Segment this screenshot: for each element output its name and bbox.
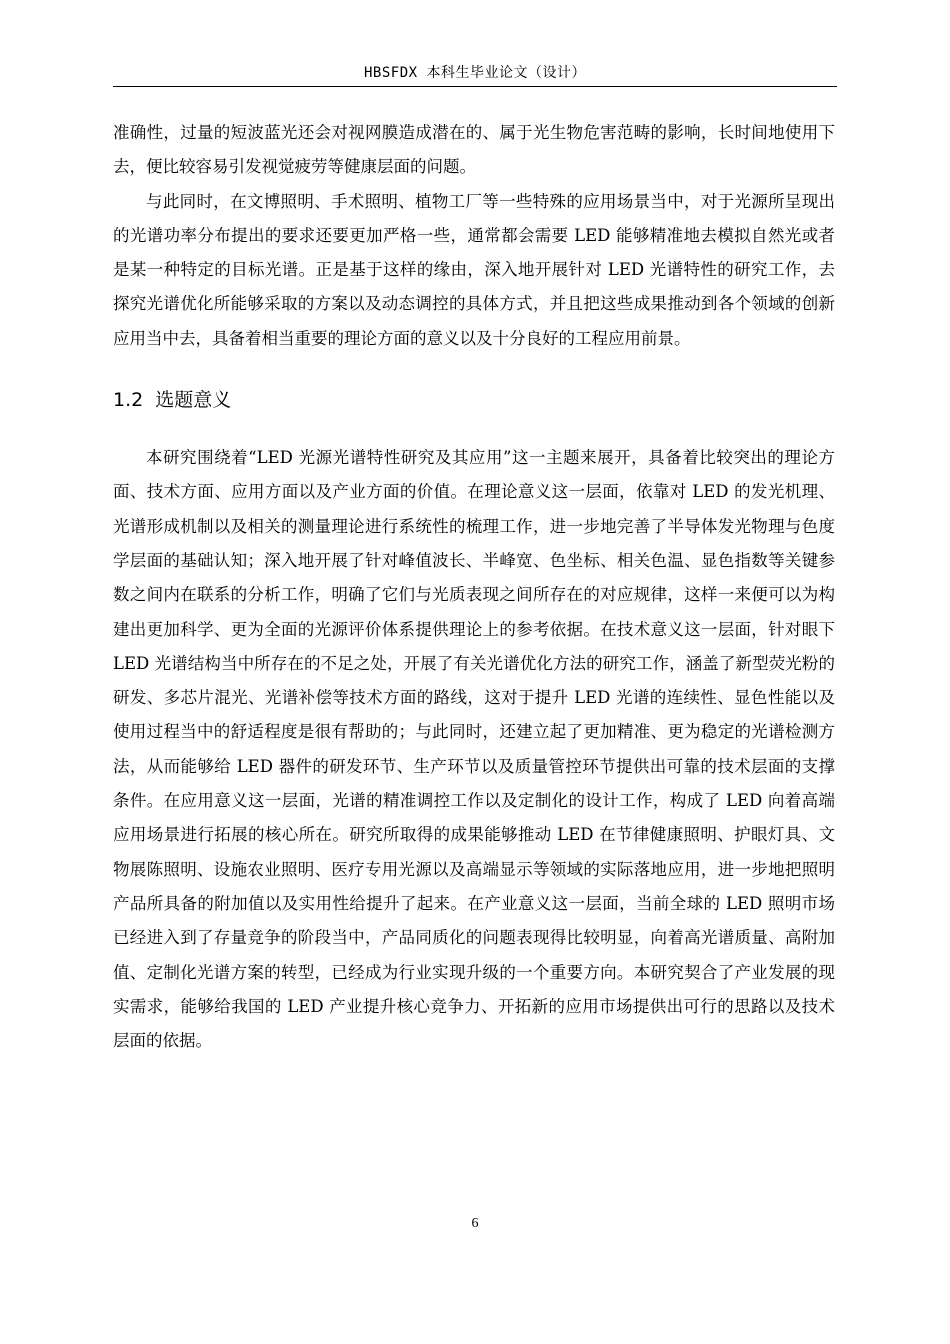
header-rule — [113, 86, 837, 87]
section-number: 1.2 — [113, 389, 144, 412]
paragraph-continued: 准确性，过量的短波蓝光还会对视网膜造成潜在的、属于光生物危害范畴的影响，长时间地使用下去，便比较容易引发视觉疲劳等健康层面的问题。 — [113, 123, 835, 177]
section-title: 选题意义 — [155, 389, 232, 412]
paragraph-special-applications: 与此同时，在文博照明、手术照明、植物工厂等一些特殊的应用场景当中，对于光源所呈现出的光谱功率分布提出的要求还要更加严格一些，通常都会需要 LED 能够精准地去模拟自然光或者是某一种特定的目标光谱。正是基于这样的缘由，深入地开展针对 LED 光谱特性的研究工作，去探究光谱优化所能够采取的方案以及动态调控的具体方式，并且把这些成果推动到各个领域的创新应用当中去，具备着相当重要的理论方面的意义以及十分良好的工程应用前景。 — [113, 191, 835, 348]
page-number: 6 — [471, 1216, 479, 1231]
page-body — [113, 116, 835, 1058]
section-heading — [113, 385, 835, 415]
running-header: HBSFDX 本科生毕业论文（设计） — [363, 65, 586, 81]
paragraph-research-significance: 本研究围绕着“LED 光源光谱特性研究及其应用”这一主题来展开，具备着比较突出的理论方面、技术方面、应用方面以及产业方面的价值。在理论意义这一层面，依靠对 LED 的发光机理、光谱形成机制以及相关的测量理论进行系统性的梳理工作，进一步地完善了半导体发光物理与色度学层面的基础认知；深入地开展了针对峰值波长、半峰宽、色坐标、相关色温、显色指数等关键参数之间内在联系的分析工作，明确了它们与光质表现之间所存在的对应规律，这样一来便可以为构建出更加科学、更为全面的光源评价体系提供理论上的参考依据。在技术意义这一层面，针对眼下 LED 光谱结构当中所存在的不足之处，开展了有关光谱优化方法的研究工作，涵盖了新型荧光粉的研发、多芯片混光、光谱补偿等技术方面的路线，这对于提升 LED 光谱的连续性、显色性能以及使用过程当中的舒适程度是很有帮助的；与此同时，还建立起了更加精准、更为稳定的光谱检测方法，从而能够给 LED 器件的研发环节、生产环节以及质量管控环节提供出可靠的技术层面的支撑条件。在应用意义这一层面，光谱的精准调控工作以及定制化的设计工作，构成了 LED 向着高端应用场景进行拓展的核心所在。研究所取得的成果能够推动 LED 在节律健康照明、护眼灯具、文物展陈照明、设施农业照明、医疗专用光源以及高端显示等领域的实际落地应用，进一步地把照明产品所具备的附加值以及实用性给提升了起来。在产业意义这一层面，当前全球的 LED 照明市场已经进入到了存量竞争的阶段当中，产品同质化的问题表现得比较明显，向着高光谱质量、高附加值、定制化光谱方案的转型，已经成为行业实现升级的一个重要方向。本研究契合了产业发展的现实需求，能够给我国的 LED 产业提升核心竞争力、开拓新的应用市场提供出可行的思路以及技术层面的依据。 — [113, 448, 835, 1051]
